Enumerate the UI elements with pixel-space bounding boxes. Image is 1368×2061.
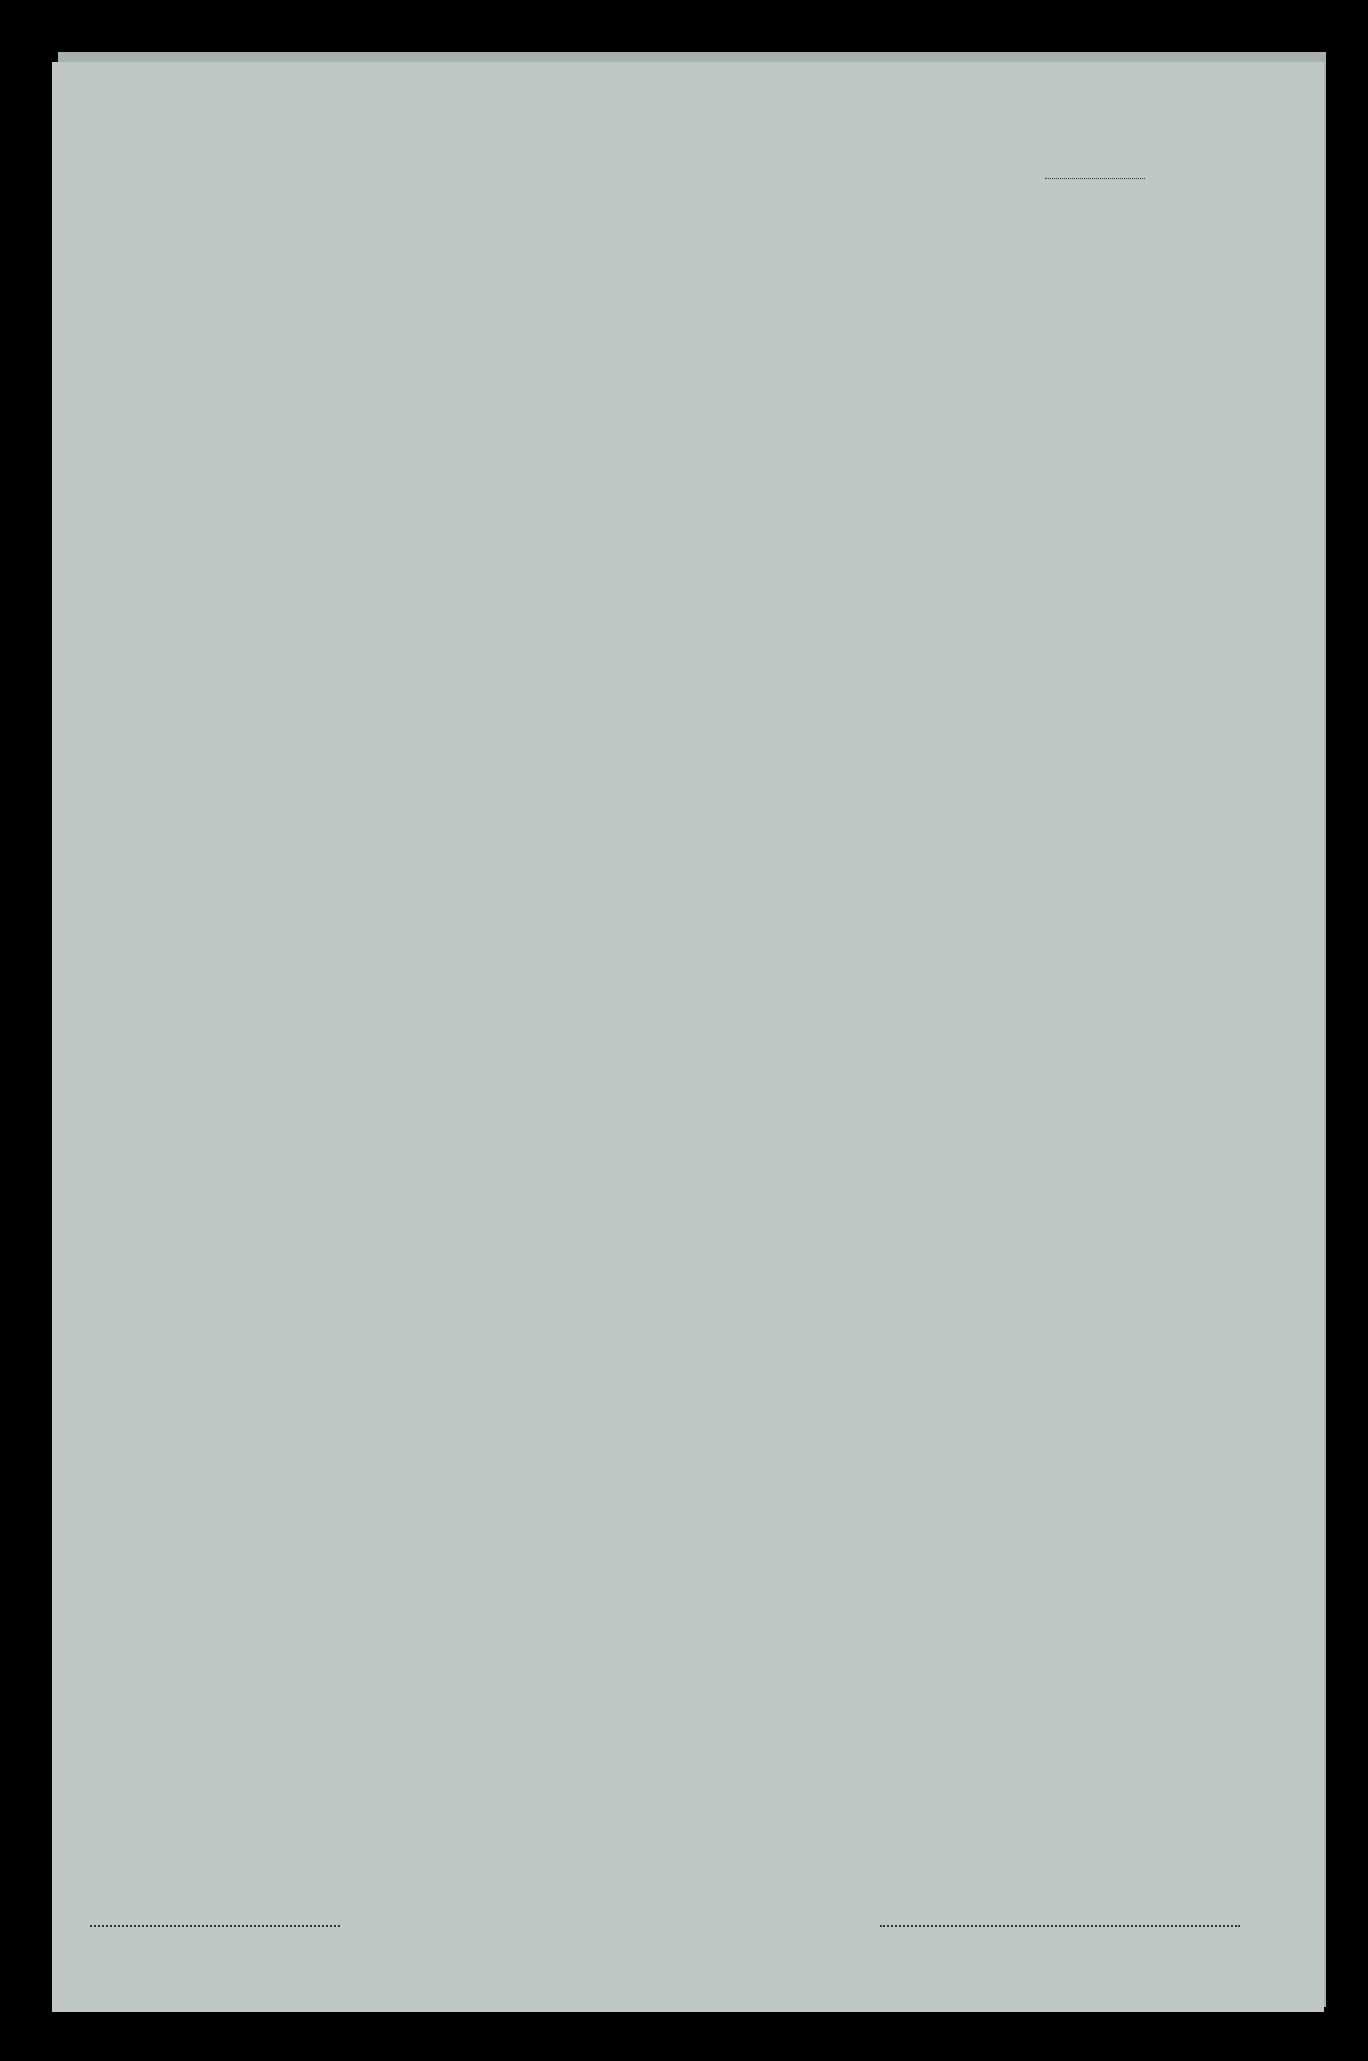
date-dots bbox=[90, 1925, 340, 1927]
signature-dots bbox=[880, 1925, 1240, 1927]
